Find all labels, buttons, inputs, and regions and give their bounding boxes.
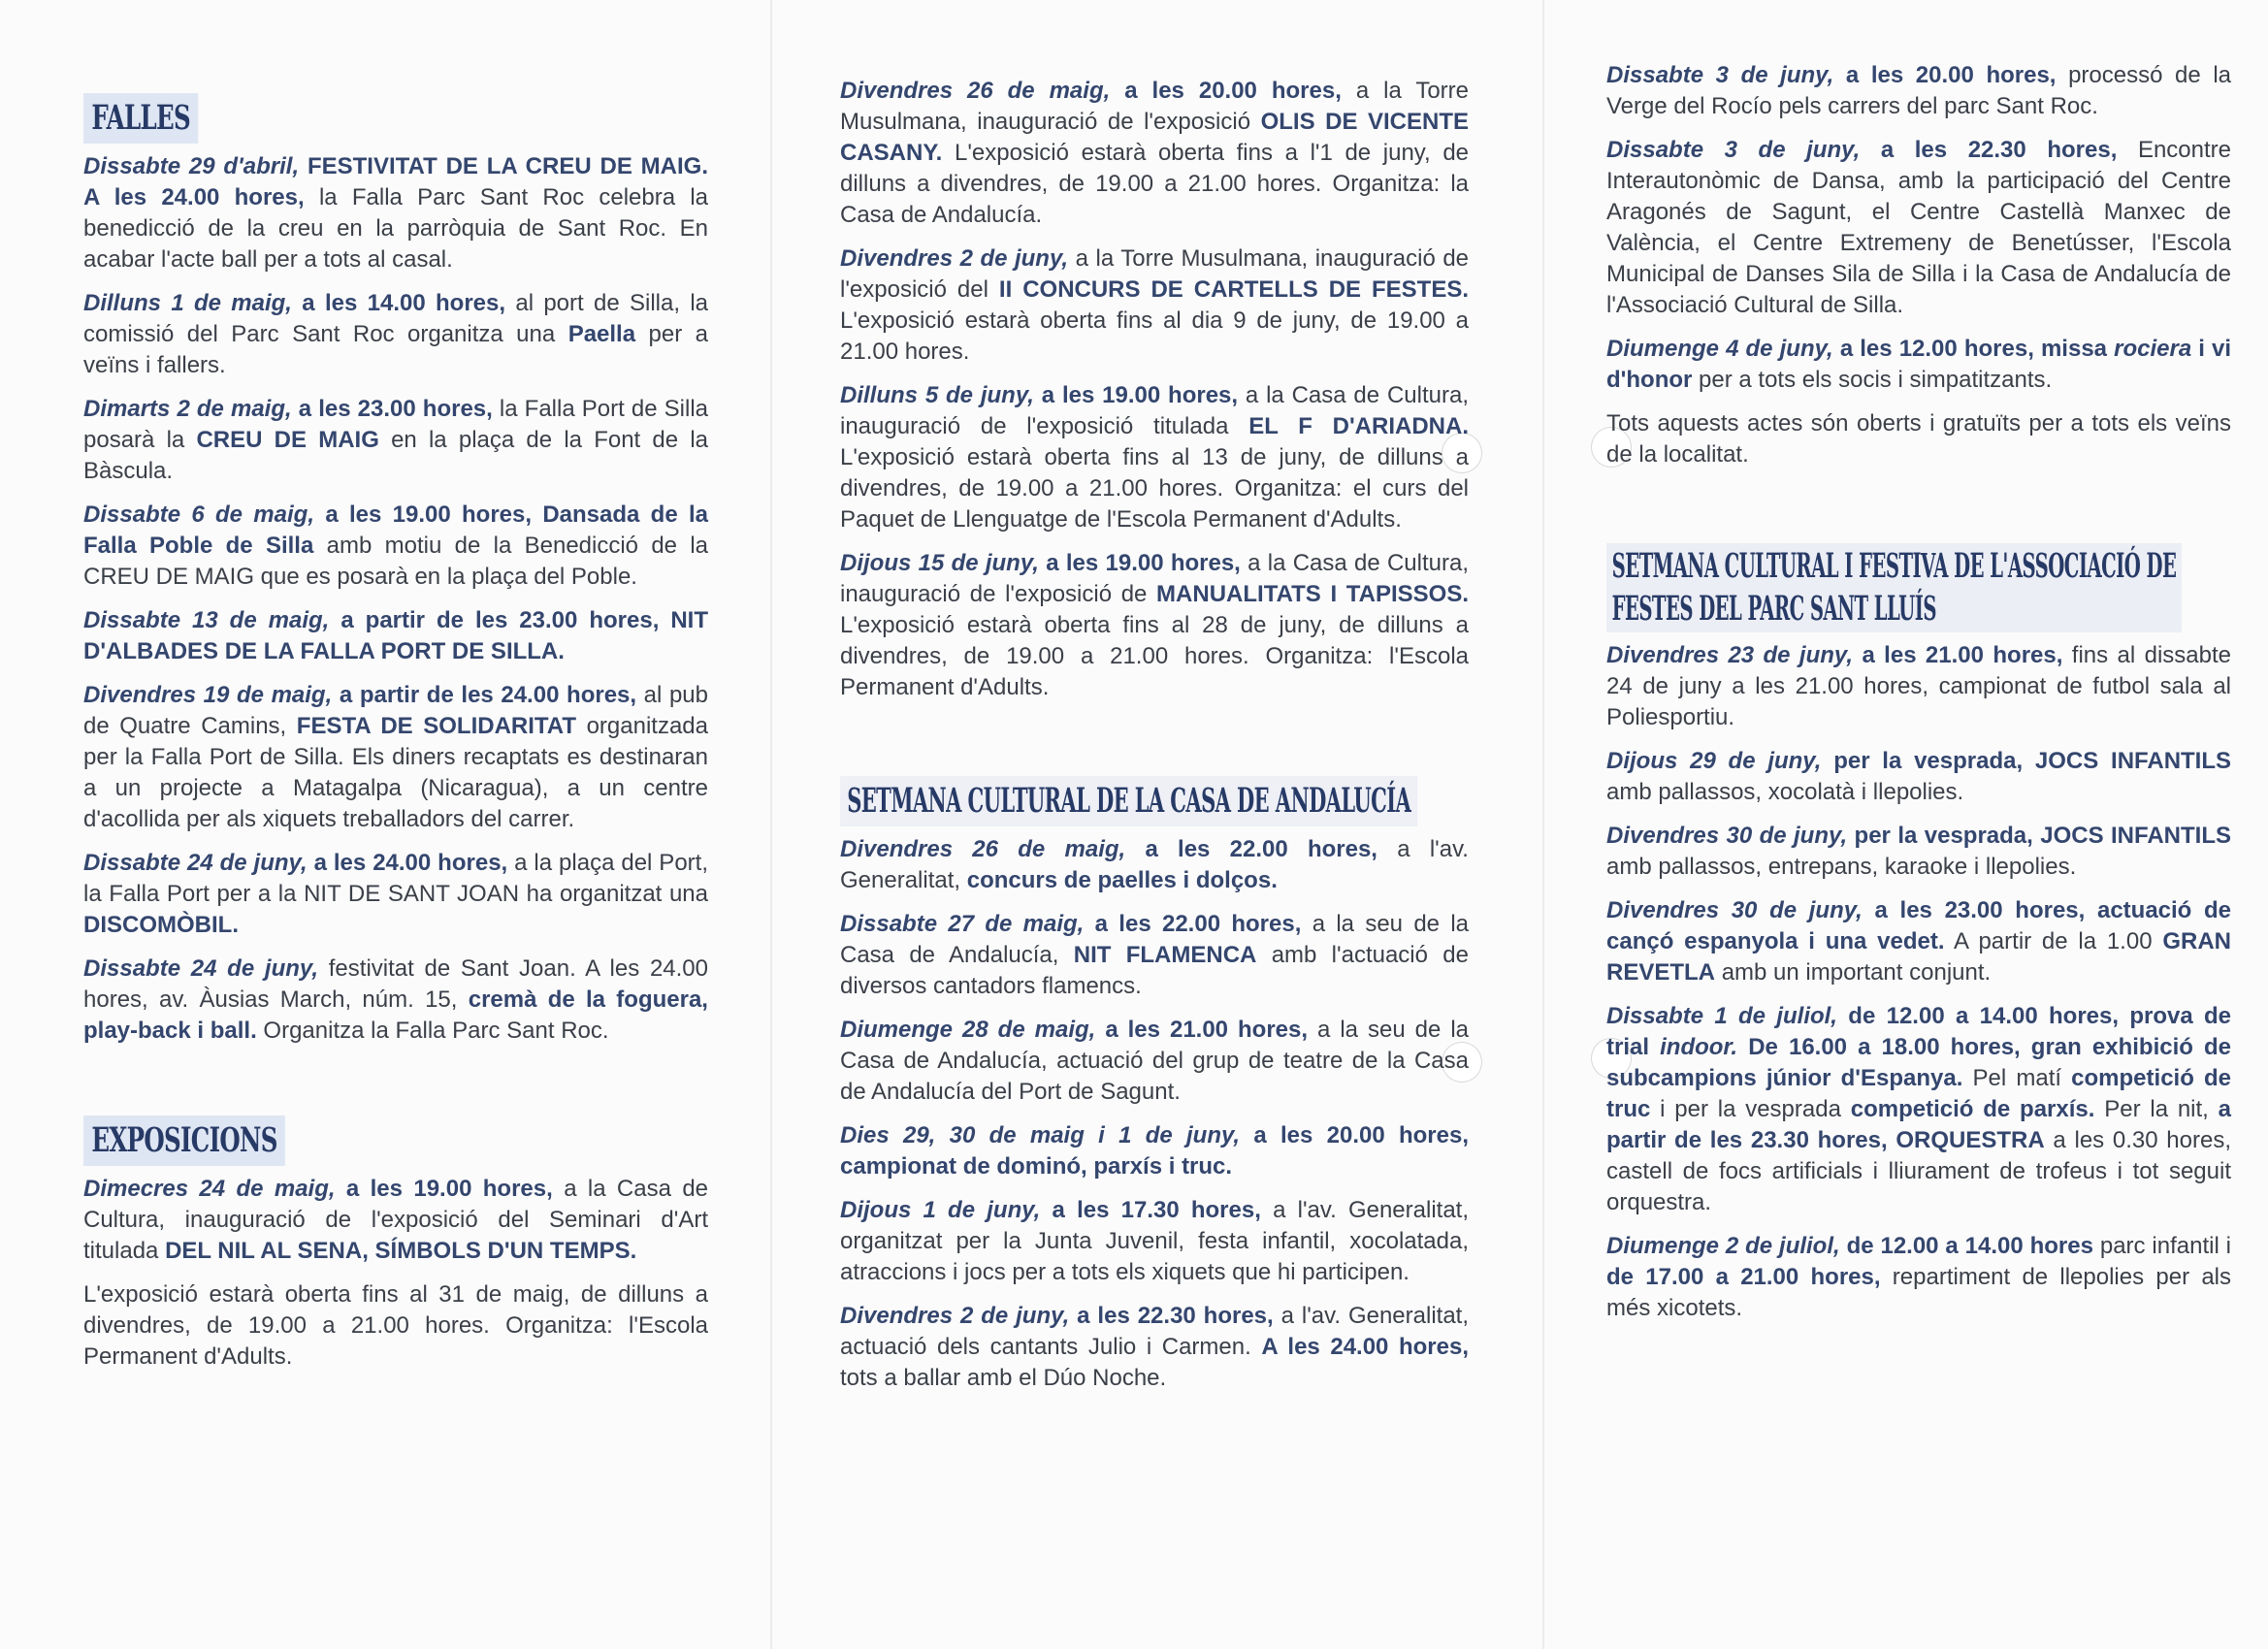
event-entry: Divendres 30 de juny, a les 23.00 hores, actuació de cançó espanyola i una vedet. A partir de la 1.00 GRAN REVETLA amb un important conjunt. bbox=[1606, 897, 2232, 986]
event-entry: Dissabte 3 de juny, a les 20.00 hores, processó de la Verge del Rocío pels carrers del parc Sant Roc. bbox=[1606, 62, 2232, 119]
column-exposicions-andalucia bbox=[840, 76, 1469, 1406]
event-date: Divendres 26 de maig, bbox=[840, 836, 1126, 862]
event-date: Dijous 29 de juny, bbox=[1606, 748, 1822, 774]
event-entry: Dimecres 24 de maig, a les 19.00 hores, a la Casa de Cultura, inauguració de l'exposició del Seminari d'Art titulada DEL NIL AL SENA, SÍMBOLS D'UN TEMPS. bbox=[83, 1176, 709, 1264]
event-date: Divendres 19 de maig, bbox=[83, 682, 333, 708]
section-heading-falles: FALLES bbox=[83, 93, 198, 144]
event-entry: Divendres 19 de maig, a partir de les 24.00 hores, al pub de Quatre Camins, FESTA DE SOLIDARITAT organitzada per la Falla Port de Silla. Els diners recaptats es destinaran a un projecte a Matagalpa (Nicaragua), a un centre d'acollida per als xiquets treballadors del carrer. bbox=[83, 682, 708, 832]
event-entry: Dilluns 1 de maig, a les 14.00 hores, al port de Silla, la comissió del Parc Sant Roc organitza una Paella per a veïns i fallers. bbox=[83, 290, 709, 378]
event-entry: Dissabte 3 de juny, a les 22.30 hores, Encontre Interautonòmic de Dansa, amb la participació del Centre Aragonés de Sagunt, el Centre Castellà Manxec de València, el Centre Extremeny de Benetússer, l'Escola Municipal de Danses Sila de Silla i la Casa de Andalucía de l'Associació Cultural de Silla. bbox=[1606, 137, 2231, 318]
event-entry: Divendres 26 de maig, a les 22.00 hores, a l'av. Generalitat, concurs de paelles i dolços. bbox=[840, 836, 1469, 893]
fold-line bbox=[1542, 0, 1544, 1649]
event-entry: Dissabte 13 de maig, a partir de les 23.00 hores, NIT D'ALBADES DE LA FALLA PORT DE SILLA. bbox=[83, 607, 708, 664]
event-date: Dilluns 1 de maig, bbox=[83, 290, 292, 316]
event-entry: Diumenge 2 de juliol, de 12.00 a 14.00 hores parc infantil i de 17.00 a 21.00 hores, repartiment de llepolies per als més xicotets. bbox=[1606, 1233, 2232, 1321]
event-entry: L'exposició estarà oberta fins al 31 de maig, de dilluns a divendres, de 19.00 a 21.00 hores. Organitza: l'Escola Permanent d'Adults. bbox=[83, 1281, 708, 1370]
column-falles bbox=[83, 93, 708, 1385]
section-heading-exposicions: EXPOSICIONS bbox=[83, 1116, 285, 1166]
event-entry: Diumenge 28 de maig, a les 21.00 hores, a la seu de la Casa de Andalucía, actuació del grup de teatre de la Casa de Andalucía del Port de Sagunt. bbox=[840, 1017, 1470, 1105]
event-date: Divendres 23 de juny, bbox=[1606, 642, 1854, 668]
event-entry: Dissabte 24 de juny, a les 24.00 hores, a la plaça del Port, la Falla Port per a la NIT DE SANT JOAN ha organitzat una DISCOMÒBIL. bbox=[83, 850, 708, 938]
event-date: Dimarts 2 de maig, bbox=[83, 396, 292, 422]
event-date: Divendres 30 de juny, bbox=[1606, 897, 1863, 923]
event-date: Dies 29, 30 de maig i 1 de juny, bbox=[840, 1122, 1241, 1148]
event-date: Dissabte 29 d'abril, bbox=[83, 153, 300, 179]
event-entry: Dies 29, 30 de maig i 1 de juny, a les 20.00 hores, campionat de dominó, parxís i truc. bbox=[840, 1122, 1470, 1180]
event-date: Dissabte 27 de maig, bbox=[840, 911, 1085, 937]
event-date: Dimecres 24 de maig, bbox=[83, 1176, 336, 1202]
event-date: Dissabte 13 de maig, bbox=[83, 607, 330, 633]
event-date: Diumenge 28 de maig, bbox=[840, 1017, 1096, 1043]
event-entry: Divendres 23 de juny, a les 21.00 hores, fins al dissabte 24 de juny a les 21.00 hores, campionat de futbol sala al Poliesportiu. bbox=[1606, 642, 2231, 730]
event-date: Divendres 26 de maig, bbox=[840, 78, 1111, 104]
event-date: Dijous 15 de juny, bbox=[840, 550, 1039, 576]
event-entry: Tots aquests actes són oberts i gratuïts per a tots els veïns de la localitat. bbox=[1606, 410, 2231, 468]
event-entry: Divendres 2 de juny, a la Torre Musulmana, inauguració de l'exposició del II CONCURS DE CARTELLS DE FESTES. L'exposició estarà oberta fins al dia 9 de juny, de 19.00 a 21.00 hores. bbox=[840, 245, 1470, 365]
event-entry: Diumenge 4 de juny, a les 12.00 hores, missa rociera i vi d'honor per a tots els socis i simpatitzants. bbox=[1606, 336, 2232, 393]
event-entry: Dijous 15 de juny, a les 19.00 hores, a la Casa de Cultura, inauguració de l'exposició de MANUALITATS I TAPISSOS. L'exposició estarà oberta fins al 28 de juny, de dilluns a divendres, de 19.00 a 21.00 hores. Organitza: l'Escola Permanent d'Adults. bbox=[840, 550, 1470, 700]
column-rocio-sant-lluis bbox=[1606, 60, 2231, 1337]
event-date: Divendres 2 de juny, bbox=[840, 1303, 1070, 1329]
event-entry: Dimarts 2 de maig, a les 23.00 hores, la Falla Port de Silla posarà la CREU DE MAIG en la plaça de la Font de la Bàscula. bbox=[83, 396, 709, 484]
event-entry: Divendres 2 de juny, a les 22.30 hores, a l'av. Generalitat, actuació dels cantants Julio i Carmen. A les 24.00 hores, tots a ballar amb el Dúo Noche. bbox=[840, 1303, 1470, 1391]
section-heading-andalucia: SETMANA CULTURAL DE LA CASA DE ANDALUCÍA bbox=[840, 776, 1417, 826]
event-entry: Dissabte 6 de maig, a les 19.00 hores, Dansada de la Falla Poble de Silla amb motiu de la Benedicció de la CREU DE MAIG que es posarà en la plaça del Poble. bbox=[83, 501, 709, 590]
fold-line bbox=[770, 0, 772, 1649]
event-date: Diumenge 2 de juliol, bbox=[1606, 1233, 1840, 1259]
event-entry: Dijous 1 de juny, a les 17.30 hores, a l'av. Generalitat, organitzat per la Junta Juvenil, festa infantil, xocolatada, atraccions i jocs per a tots els xiquets que hi participen. bbox=[840, 1197, 1470, 1285]
event-entry: Dissabte 29 d'abril, FESTIVITAT DE LA CREU DE MAIG. A les 24.00 hores, la Falla Parc Sant Roc celebra la benedicció de la creu en la parròquia de Sant Roc. En acabar l'acte ball per a tots al casal. bbox=[83, 153, 709, 273]
event-entry: Dissabte 1 de juliol, de 12.00 a 14.00 hores, prova de trial indoor. De 16.00 a 18.00 hores, gran exhibició de subcampions júnior d'Espanya. Pel matí competició de truc i per la vesprada competició de parxís. Per la nit, a partir de les 23.30 hores, ORQUESTRA a les 0.30 hores, castell de focs artificials i lliurament de trofeus i tot seguit orquestra. bbox=[1606, 1003, 2232, 1215]
event-date: Dissabte 3 de juny, bbox=[1606, 62, 1834, 88]
event-entry: Divendres 30 de juny, per la vesprada, JOCS INFANTILS amb pallassos, entrepans, karaoke i llepolies. bbox=[1606, 823, 2231, 880]
event-date: Dissabte 24 de juny, bbox=[83, 955, 319, 982]
event-date: Divendres 2 de juny, bbox=[840, 245, 1069, 272]
event-date: Divendres 30 de juny, bbox=[1606, 823, 1848, 849]
event-entry: Dilluns 5 de juny, a les 19.00 hores, a la Casa de Cultura, inauguració de l'exposició titulada EL F D'ARIADNA. L'exposició estarà oberta fins al 13 de juny, de dilluns a divendres, de 19.00 a 21.00 hores. Organitza: el curs del Paquet de Llenguatge de l'Escola Permanent d'Adults. bbox=[840, 382, 1469, 533]
event-date: Dilluns 5 de juny, bbox=[840, 382, 1034, 408]
event-date: Dissabte 1 de juliol, bbox=[1606, 1003, 1837, 1029]
event-date: Dissabte 24 de juny, bbox=[83, 850, 308, 876]
event-entry: Dijous 29 de juny, per la vesprada, JOCS INFANTILS amb pallassos, xocolatà i llepolies. bbox=[1606, 748, 2232, 805]
event-entry: Dissabte 24 de juny, festivitat de Sant Joan. A les 24.00 hores, av. Àusias March, núm. 15, cremà de la foguera, play-back i ball. Organitza la Falla Parc Sant Roc. bbox=[83, 955, 708, 1044]
section-heading-sant-lluis: SETMANA CULTURAL I FESTIVA DE L'ASSOCIACIÓ DE FESTES DEL PARC SANT LLUÍS bbox=[1606, 543, 2182, 632]
event-date: Dissabte 3 de juny, bbox=[1606, 137, 1861, 163]
event-entry: Divendres 26 de maig, a les 20.00 hores, a la Torre Musulmana, inauguració de l'exposició OLIS DE VICENTE CASANY. L'exposició estarà oberta fins a l'1 de juny, de dilluns a divendres, de 19.00 a 21.00 hores. Organitza: la Casa de Andalucía. bbox=[840, 78, 1470, 228]
event-date: Diumenge 4 de juny, bbox=[1606, 336, 1833, 362]
event-entry: Dissabte 27 de maig, a les 22.00 hores, a la seu de la Casa de Andalucía, NIT FLAMENCA amb l'actuació de diversos cantadors flamencs. bbox=[840, 911, 1470, 999]
event-date: Dijous 1 de juny, bbox=[840, 1197, 1041, 1223]
event-date: Dissabte 6 de maig, bbox=[83, 501, 314, 528]
